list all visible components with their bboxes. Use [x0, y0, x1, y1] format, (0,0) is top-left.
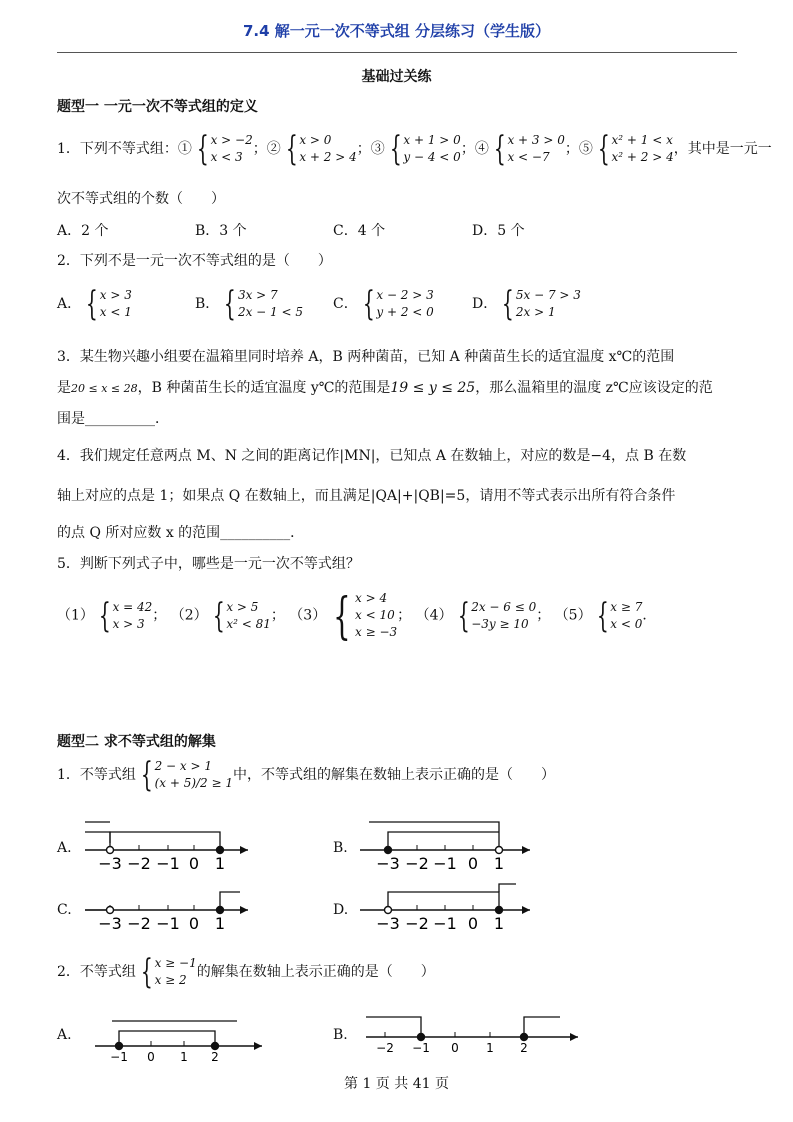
s1-q1-sep: ； — [460, 141, 475, 157]
s2q2-b-arrow — [570, 1033, 578, 1041]
s1-q1-system-brace: { — [285, 129, 298, 169]
s2-q2-system-inner-row: x ≥ −1 — [154, 956, 197, 970]
s1-q5-item-label: （4） — [415, 607, 453, 624]
level-title: 基础过关练 — [361, 69, 432, 85]
s2q2-a-arrow — [254, 1042, 262, 1050]
s2q1-a-open-point — [107, 847, 114, 854]
s1-q5-item-system-row: x < 10 — [355, 608, 395, 622]
s1-q2-option-system-brace: { — [502, 284, 515, 324]
s1-q5-item-system-row: 2x − 6 ≤ 0 — [471, 599, 537, 614]
s2q1-a-tick-label: −3 — [98, 854, 122, 873]
s2-q2-system-inner-rows — [155, 955, 197, 989]
s1-q1-system-brace: { — [493, 129, 506, 169]
s1-q5-item-system-brace: { — [457, 595, 470, 636]
s2q1-a-tick-label: 1 — [214, 854, 226, 873]
s2-q1-system-inner-brace: { — [140, 755, 153, 795]
s1-q1-system-row: x + 1 > 0 — [403, 133, 461, 147]
s2q1-c-closed-point — [217, 907, 224, 914]
s2-q2-prefix: 2．不等式组 — [57, 964, 136, 980]
s1-q2-option-label: C． — [333, 296, 358, 312]
s2q2-b-tick-label: 1 — [486, 1041, 494, 1055]
s2q2-a-point-right — [212, 1043, 219, 1050]
s2q1-c-tick-label: 1 — [214, 914, 226, 933]
s1-q3-line3: 围是__________． — [57, 411, 169, 427]
s1-q5-sep: ； — [270, 607, 290, 624]
s1-q2-text: 2．下列不是一元一次不等式组的是（ ） — [57, 253, 332, 269]
s2-q2-suffix: 的解集在数轴上表示正确的是（ ） — [196, 964, 435, 980]
s2q2-a-segment — [119, 1031, 215, 1046]
s1-q1-system-row: x² + 1 < x — [611, 133, 673, 147]
s2q1-b-tick-label: 0 — [467, 854, 479, 873]
s1-q1-system-label: ① — [177, 141, 192, 157]
s1-q1-prefix: 1．下列不等式组： — [57, 141, 178, 157]
s1-q5-item-system-row: x > 3 — [112, 616, 145, 631]
page-footer: 第 1 页 共 41 页 — [344, 1076, 449, 1092]
s2q1-b-tick-label: −1 — [433, 854, 457, 873]
s2q1-c-arrow — [240, 906, 248, 914]
s2q2-a-tick-label: 1 — [180, 1050, 188, 1064]
s1-q2-option-system-row: 2x > 1 — [515, 305, 556, 319]
s1-q2-option-system-row: 2x − 1 < 5 — [237, 305, 303, 319]
s2q1-d-closed-point — [496, 907, 503, 914]
s1-q1-suffix: ，其中是一元一 — [673, 141, 772, 157]
s1-q2-option-system-brace: { — [224, 284, 237, 324]
s1-q5-item-system-brace: { — [596, 595, 609, 636]
s2-q1-option-c-label[interactable]: C. — [57, 902, 72, 918]
s2-q2-system-inner-brace: { — [140, 952, 153, 992]
s1-q5-sep: ； — [536, 607, 555, 624]
section1-title: 题型一 一元一次不等式组的定义 — [57, 99, 258, 115]
s1-q4-line2: 轴上对应的点是 1；如果点 Q 在数轴上，而且满足|QA|+|QB|=5，请用不等式表示出所有符合条件 — [57, 488, 676, 504]
s2-q1-option-a-label[interactable]: A. — [57, 840, 72, 856]
s2-q1-system-inner-row: 2 − x > 1 — [154, 759, 212, 773]
s1-q5-item-label: （5） — [554, 607, 592, 624]
s2q2-b-tick-label: −2 — [376, 1041, 394, 1055]
s2q2-a-tick-label: 2 — [211, 1050, 219, 1064]
s2q1-a-closed-point — [217, 847, 224, 854]
s1-q5-item-label: （1） — [57, 607, 94, 624]
s2q2-a-tick-label: −1 — [110, 1050, 128, 1064]
s2q1-b-tick-label: −2 — [405, 854, 429, 873]
s1-q2-option-label: B． — [195, 296, 220, 312]
s2q1-b-tick-label: −3 — [376, 854, 400, 873]
s2q1-d-ray-right — [499, 884, 516, 892]
s1-q3-range-b: 19 ≤ y ≤ 25 — [390, 380, 476, 396]
s2q2-b-tick-label: 0 — [451, 1041, 459, 1055]
s1-q1-option-a[interactable]: A．2 个 — [57, 223, 109, 239]
s2q2-b-point-minus1 — [418, 1034, 425, 1041]
s2q1-a-ray-left — [85, 832, 110, 850]
s1-q1-system-row: x < −7 — [507, 150, 550, 164]
s1-q5-item-system-row: −3y ≥ 10 — [471, 616, 529, 631]
s1-q1-system-brace: { — [196, 129, 209, 169]
s1-q1-option-d[interactable]: D．5 个 — [472, 223, 525, 239]
s1-q5-item-system-row: x < 0 — [610, 616, 643, 631]
s1-q1-system-row: x² + 2 > 4 — [611, 150, 674, 164]
s1-q1-system-label: ③ — [370, 141, 385, 157]
s2q1-d-tick-label: 1 — [493, 914, 505, 933]
section2-title: 题型二 求不等式组的解集 — [57, 734, 216, 750]
s1-q5-item-system-row: x ≥ 7 — [610, 599, 643, 614]
s1-q1-system-row: x + 2 > 4 — [299, 150, 357, 164]
s1-q3-line2-a: 是 — [57, 380, 71, 396]
s2q1-c-open-point — [107, 907, 114, 914]
s1-q5-item-system-brace: { — [333, 586, 351, 645]
s2q1-d-open-point — [385, 907, 392, 914]
s2q1-d-tick-label: −3 — [376, 914, 400, 933]
s1-q1-sep: ； — [252, 141, 267, 157]
s2q1-b-tick-label: 1 — [493, 854, 505, 873]
s2-q1-option-b-label[interactable]: B. — [333, 840, 348, 856]
s1-q1-system-label: ④ — [474, 141, 489, 157]
s1-q1-system-brace: { — [389, 129, 402, 169]
s2q1-a-segment — [110, 832, 220, 850]
s2q1-b-arrow — [522, 846, 530, 854]
s1-q4-line3: 的点 Q 所对应数 x 的范围__________． — [57, 525, 305, 541]
s1-q1-sep: ； — [564, 141, 579, 157]
s2-q2 — [57, 952, 435, 992]
s1-q2-option-system-row: 3x > 7 — [237, 288, 278, 302]
s1-q3-line2-b: ，B 种菌苗生长的适宜温度 y℃的范围是 — [137, 380, 391, 396]
s2q1-d-tick-label: −2 — [405, 914, 429, 933]
s2q1-a-tick-label: −2 — [127, 854, 151, 873]
s1-q1-system-row: x > 0 — [299, 133, 332, 147]
s1-q5-sep: ； — [152, 607, 171, 624]
s2q1-a-tick-label: 0 — [188, 854, 200, 873]
s1-q5-item-system-row: x > 5 — [226, 599, 259, 614]
s2q2-b-tick-label: 2 — [520, 1041, 528, 1055]
s1-q2-option-system-row: x > 3 — [99, 288, 132, 302]
s1-q1-line2: 次不等式组的个数（ ） — [57, 191, 225, 207]
s1-q3-range-a: 20 ≤ x ≤ 28 — [71, 382, 138, 395]
s2q1-a-tick-label: −1 — [156, 854, 180, 873]
s1-q5-item-system-brace: { — [212, 595, 225, 636]
s2q1-d-arrow — [522, 906, 530, 914]
s2-q2-option-a-label[interactable]: A. — [57, 1027, 72, 1043]
s2q2-b-point-2 — [521, 1034, 528, 1041]
s1-q1-system-label: ② — [266, 141, 281, 157]
s1-q2-option-system-row: 5x − 7 > 3 — [515, 288, 581, 302]
s2-q2-system-inner — [136, 952, 197, 992]
s1-q1-option-b[interactable]: B．3 个 — [195, 223, 247, 239]
s2q2-a-point-left — [116, 1043, 123, 1050]
s1-q2-option-system-row: x < 1 — [99, 305, 132, 319]
s2-q2-system — [136, 952, 197, 992]
s2q1-b-open-point — [496, 847, 503, 854]
s1-q1-system-row: x < 3 — [210, 150, 243, 164]
s1-q2-option-system-row: x − 2 > 3 — [376, 288, 434, 302]
s1-q5-item-system-row: x² < 81 — [226, 616, 271, 631]
page-header-title: 7.4 解一元一次不等式组 分层练习（学生版） — [242, 22, 551, 40]
s1-q2-option-label: D． — [472, 296, 498, 312]
s1-q5-item-system-row: x = 42 — [112, 599, 153, 614]
s1-q5-text: 5．判断下列式子中，哪些是一元一次不等式组？ — [57, 556, 360, 572]
s2-q1-system-inner-row: (x + 5)/2 ≥ 1 — [154, 776, 234, 790]
s1-q1-system-row: x + 3 > 0 — [507, 133, 565, 147]
s1-q5-item-label: （2） — [170, 607, 208, 624]
s2-q1-option-d-label[interactable]: D. — [333, 902, 349, 918]
s1-q5-item-system-brace: { — [98, 595, 111, 636]
s1-q2-option-system-brace: { — [85, 284, 98, 324]
s1-q5-sep: ； — [397, 607, 416, 624]
s1-q1-system-label: ⑤ — [578, 141, 593, 157]
s2q1-b-closed-point — [385, 847, 392, 854]
s2q1-c-tick-label: −2 — [127, 914, 151, 933]
s2q1-c-tick-label: 0 — [188, 914, 200, 933]
s2-q2-option-b-label[interactable]: B. — [333, 1027, 348, 1043]
s2q2-b-left-ray — [366, 1017, 421, 1037]
s1-q3-line2-c: ，那么温箱里的温度 z℃应该设定的范 — [475, 380, 713, 396]
s2q1-d-segment — [388, 892, 499, 910]
s1-q3-line1: 3．某生物兴趣小组要在温箱里同时培养 A，B 两种菌苗，已知 A 种菌苗生长的适宜温度 x℃的范围 — [57, 349, 675, 365]
s2q1-d-tick-label: 0 — [467, 914, 479, 933]
s1-q1-system-row: y − 4 < 0 — [403, 150, 461, 164]
s2q1-d-tick-label: −1 — [433, 914, 457, 933]
s2-q1-suffix: 中，不等式组的解集在数轴上表示正确的是（ ） — [233, 767, 556, 783]
s1-q5-item-system-row: x > 4 — [355, 591, 388, 605]
s2q1-a-arrow — [240, 846, 248, 854]
s2q1-b-segment — [388, 832, 499, 850]
s2q2-a-tick-label: 0 — [147, 1050, 155, 1064]
s1-q5-sep: ． — [642, 607, 657, 624]
s2-q2-system-inner-row: x ≥ 2 — [154, 973, 187, 987]
s1-q1-sep: ； — [356, 141, 371, 157]
s1-q1-system-brace: { — [597, 129, 610, 169]
s1-q4-line1: 4．我们规定任意两点 M、N 之间的距离记作|MN|，已知点 A 在数轴上，对应的数是−4，点 B 在数 — [57, 448, 687, 464]
s2q2-b-tick-label: −1 — [412, 1041, 430, 1055]
s1-q2-option-system-row: y + 2 < 0 — [376, 305, 434, 319]
s1-q2-option-label: A． — [57, 296, 82, 312]
s2q2-b-right-ray — [524, 1017, 560, 1037]
s1-q5-item-system-row: x ≥ −3 — [355, 625, 398, 639]
s1-q1-system-row: x > −2 — [210, 133, 253, 147]
s2q1-c-tick-label: −1 — [156, 914, 180, 933]
s2q1-c-tick-label: −3 — [98, 914, 122, 933]
s2-q1-prefix: 1．不等式组 — [57, 767, 136, 783]
s1-q1-option-c[interactable]: C．4 个 — [333, 223, 386, 239]
s1-q2-option-system-brace: { — [362, 284, 375, 324]
s1-q5-item-label: （3） — [289, 607, 327, 624]
